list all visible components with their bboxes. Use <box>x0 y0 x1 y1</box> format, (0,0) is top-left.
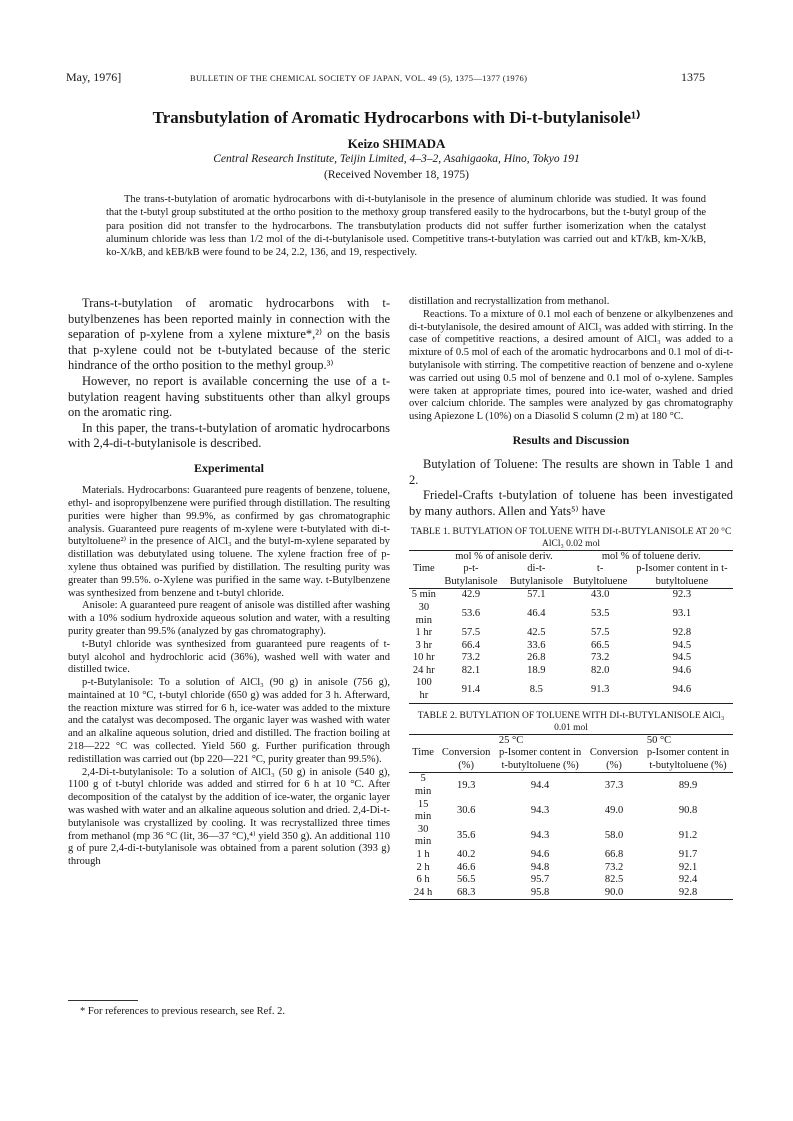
table1-group-anisole: mol % of anisole deriv. <box>455 550 553 562</box>
table2-cell: 90.8 <box>678 804 698 816</box>
table1-row <box>409 640 733 653</box>
table1-cell: 73.2 <box>461 652 481 664</box>
table1-cell: 53.5 <box>590 608 610 620</box>
table1-caption: TABLE 1. BUTYLATION OF TOLUENE WITH DI-t-BUTYLANISOLE AT 20 °C AlCl₃ 0.02 mol <box>410 526 732 549</box>
table2-cell: 19.3 <box>456 779 476 791</box>
table2-cell: 94.4 <box>530 779 550 791</box>
table2-cell: 66.8 <box>604 849 624 861</box>
table1-cell: 42.9 <box>461 589 481 601</box>
table1-cell: 94.6 <box>672 683 692 695</box>
continued-paragraph: distillation and recrystallization from methanol. <box>409 296 610 307</box>
table1-cell: 92.3 <box>672 589 692 601</box>
affiliation: Central Research Institute, Teijin Limited, 4–3–2, Asahigaoka, Hino, Tokyo 191 <box>213 153 580 165</box>
materials-paragraph: Materials. Hydrocarbons: Guaranteed pure reagents of benzene, toluene, ethyl- and isopropylbenzene were purified through distillation. The resulting purities were higher than 99.9%, as confirmed by gas chromatographic analysis. Guaranteed pure reagents of m-xylene were t-butylated with di-t-butyltoluene²⁾ in the presence of AlCl₃ and the butyl-m-xylene separated by distillation was debutylated using toluene. The xylene fraction free of p-xylene thus obtained was purified by distillation. The resulting purity was greater than 99.5%. o-Xylene was purified in the same way. t-Butylbenzene was synthesized from benzene and t-butyl chloride. <box>68 485 390 599</box>
table2-cell: 30.6 <box>456 804 476 816</box>
results-paragraph-2: Friedel-Crafts t-butylation of toluene has been investigated by many authors. Allen and Yats⁵⁾ have <box>409 488 733 518</box>
table1-cell: 30 min <box>415 601 432 626</box>
table2-row <box>409 887 733 900</box>
table1-cell: 94.5 <box>672 639 692 651</box>
table2-cell: 2 h <box>416 861 430 873</box>
table1-header: p-Isomer content in t-butyltoluene <box>636 563 728 587</box>
footnote: * For references to previous research, see Ref. 2. <box>80 1006 285 1017</box>
table2-cell: 90.0 <box>604 886 624 898</box>
table2-cell: 5 min <box>414 773 432 798</box>
intro-paragraph-3: In this paper, the trans-t-butylation of aromatic hydrocarbons with 2,4-di-t-butylanisole is described. <box>68 420 390 451</box>
table2-cell: 46.6 <box>456 861 476 873</box>
received-date: (Received November 18, 1975) <box>324 169 469 181</box>
table1-cell: 8.5 <box>529 683 543 695</box>
table1-row <box>409 665 733 678</box>
table1-cell: 24 hr <box>412 664 435 676</box>
table2-cell: 49.0 <box>604 804 624 816</box>
table2-header: Conversion (%) <box>589 747 639 771</box>
table2-row <box>409 799 733 824</box>
table2-cell: 94.6 <box>530 849 550 861</box>
table2-cell: 94.3 <box>530 804 550 816</box>
running-header-date: May, 1976] <box>66 70 122 84</box>
table2-header: p-Isomer content in t-butyltoluene (%) <box>498 747 582 771</box>
table2-header: p-Isomer content in t-butyltoluene (%) <box>646 747 730 771</box>
table2-row <box>409 874 733 887</box>
table1-cell: 3 hr <box>415 639 433 651</box>
table1-cell: 82.1 <box>461 664 481 676</box>
table2-header: Conversion (%) <box>441 747 491 771</box>
table1-cell: 93.1 <box>672 608 692 620</box>
table1-cell: 57.1 <box>527 589 546 601</box>
table2-cell: 35.6 <box>456 830 476 842</box>
table2-cell: 89.9 <box>678 779 698 791</box>
table1-row <box>409 627 733 640</box>
table1-header: di-t-Butylanisole <box>509 563 563 587</box>
table1-cell: 26.8 <box>527 652 546 664</box>
table2-cell: 56.5 <box>456 874 476 886</box>
intro-paragraph-1: Trans-t-butylation of aromatic hydrocarbons with t-butylbenzenes has been reported mainly in connection with the separation of p-xylene from a xylene mixture*,²⁾ on the basis that p-xylene could not be t-butylated because of the steric hindrance of the ortho position to the methyl group.³⁾ <box>68 296 390 373</box>
table1-cell: 57.5 <box>461 627 481 639</box>
table1-cell: 66.4 <box>461 639 481 651</box>
table2-cell: 92.1 <box>678 861 698 873</box>
author: Keizo SHIMADA <box>347 136 446 151</box>
anisole-paragraph: Anisole: A guaranteed pure reagent of anisole was distilled after washing with a 10% sodium hydroxide aqueous solution and water, with a resulting purity greater than 99.5% (analyzed by gas chromatography). <box>68 600 390 637</box>
table2-cell: 95.8 <box>530 886 550 898</box>
footnote-rule <box>68 1000 138 1001</box>
table1-cell: 66.5 <box>590 639 610 651</box>
table2-cell: 94.8 <box>530 861 550 873</box>
section-heading-experimental: Experimental <box>194 460 264 475</box>
table1 <box>409 550 733 704</box>
table1-header: t-Butyltoluene <box>573 563 628 587</box>
table1-cell: 94.5 <box>672 652 692 664</box>
table2-row <box>409 862 733 875</box>
table2-cell: 15 min <box>414 798 432 823</box>
table1-cell: 42.5 <box>527 627 546 639</box>
table2-cell: 95.7 <box>530 874 550 886</box>
table2-cell: 1 h <box>416 849 430 861</box>
table2-cell: 30 min <box>414 823 432 848</box>
table1-cell: 91.4 <box>461 683 481 695</box>
table1-cell: 92.8 <box>672 627 692 639</box>
table1-body <box>409 589 733 703</box>
table1-group-toluene: mol % of toluene deriv. <box>601 550 701 562</box>
di-t-butylanisole-paragraph: 2,4-Di-t-butylanisole: To a solution of AlCl₃ (50 g) in anisole (540 g), 1100 g of t-butyl chloride was added and stirred for 6 h at 10 °C. After decomposition of the catalyst by the addition of ice-water, the organic layer was washed with water and an alkaline aqueous solution and dried. 2,4-Di-t-butylanisole was crystallized by cooling. It was recrystallized three times from methanol (mp 36 °C (lit, 36—37 °C),⁴⁾ yield 350 g). An additional 110 g of pure 2,4-di-t-butylanisole was obtained from a parent solution (393 g) through <box>68 766 390 868</box>
table1-row <box>409 652 733 665</box>
table2-cell: 82.5 <box>604 874 624 886</box>
table2-cell: 94.3 <box>530 830 550 842</box>
left-column <box>68 296 390 869</box>
section-heading-results: Results and Discussion <box>512 432 630 447</box>
results-paragraph-1: Butylation of Toluene: The results are shown in Table 1 and 2. <box>409 457 733 487</box>
table1-header: p-t-Butylanisole <box>444 563 498 587</box>
table2-row <box>409 773 733 799</box>
table2-header-time: Time <box>412 747 434 759</box>
table1-row <box>409 602 733 627</box>
table1-cell: 46.4 <box>527 608 546 620</box>
table2-cell: 6 h <box>416 874 430 886</box>
table2-cell: 92.8 <box>678 886 698 898</box>
table2-cell: 91.2 <box>678 830 698 842</box>
table2 <box>409 734 733 901</box>
table1-cell: 5 min <box>411 589 436 601</box>
intro-paragraph-2: However, no report is available concerning the use of a t-butylation reagent having substituents other than alkyl groups on the aromatic ring. <box>68 373 390 420</box>
butyl-chloride-paragraph: t-Butyl chloride was synthesized from guaranteed pure reagents of t-butyl alcohol and hydrochloric acid (36%), washed well with water and distilled twice. <box>68 638 390 676</box>
table2-body <box>409 773 733 900</box>
table1-row <box>409 589 733 602</box>
table1-cell: 57.5 <box>590 627 610 639</box>
table2-group-25c: 25 °C <box>498 734 524 746</box>
table1-cell: 73.2 <box>590 652 610 664</box>
table1-cell: 1 hr <box>415 627 433 639</box>
p-t-butylanisole-paragraph: p-t-Butylanisole: To a solution of AlCl₃ (90 g) in anisole (756 g), maintained at 10 °C, t-butyl chloride (650 g) was added for 3 h. Afterward, the reaction mixture was stirred for 6 h, ice-water was added to the mixture and the catalyst was decomposed. The organic layer was washed with water and an alkaline aqueous solution, dried and distilled. The fraction boiling at 218—222 °C was collected. Yield 560 g. Further purification through redistillation was carried out (bp 220—221 °C, purity greater than 99.5%). <box>68 677 390 765</box>
table2-cell: 92.4 <box>678 874 698 886</box>
abstract: The trans-t-butylation of aromatic hydrocarbons with di-t-butylanisole in the presence of aluminum chloride was studied. It was found that the t-butyl group substituted at the ortho position to the methoxy group transfered easily to the hydrocarbons, but the t-butyl group of the para position did not transfer to the hydrocarbons. The transbutylation products did not suffer further isomerization when the catalyst aluminum chloride was less than 1/2 mol of the di-t-butylanisole used. Competitive trans-t-butylation was carried out and kT/kB, km-X/kB, ko-X/kB, and kEB/kB were found to be 24, 2.2, 136, and 19, respectively. <box>106 194 706 259</box>
table1-cell: 94.6 <box>672 664 692 676</box>
reactions-paragraph: Reactions. To a mixture of 0.1 mol each of benzene or alkylbenzenes and di-t-butylanisole, the desired amount of AlCl₃ was added with stirring. In the case of competitive reactions, a desired amount of AlCl₃ was added to a mixture of 0.5 mol of each of the aromatic hydrocarbons and 0.1 mol of di-t-butylanisole with stirring. The competitive reaction of benzene and o-xylene was carried out using 0.5 mol of benzene and 0.1 mol of o-xylene. Samples were taken at appropriate times, poured into ice-water, washed and dried over calcium chloride. The samples were analyzed by gas chromatography using Apiezone L (10%) on a Diasolid S column (2 m) at 180 °C. <box>409 308 733 423</box>
table2-row <box>409 824 733 849</box>
table2-cell: 24 h <box>413 886 433 898</box>
paper-title: Transbutylation of Aromatic Hydrocarbons with Di-t-butylanisole¹⁾ <box>152 108 641 127</box>
running-header-journal: BULLETIN OF THE CHEMICAL SOCIETY OF JAPAN, VOL. 49 (5), 1375—1377 (1976) <box>190 73 528 83</box>
table1-cell: 91.3 <box>590 683 610 695</box>
table2-cell: 58.0 <box>604 830 624 842</box>
table1-row <box>409 677 733 703</box>
table1-cell: 100 hr <box>415 677 432 702</box>
table2-cell: 40.2 <box>456 849 476 861</box>
table1-cell: 33.6 <box>527 639 546 651</box>
table2-caption: TABLE 2. BUTYLATION OF TOLUENE WITH DI-t-BUTYLANISOLE AlCl₃ 0.01 mol <box>417 710 725 733</box>
table1-cell: 82.0 <box>590 664 610 676</box>
page-number: 1375 <box>681 70 705 84</box>
right-column <box>409 296 733 900</box>
table1-cell: 10 hr <box>412 652 435 664</box>
table1-cell: 43.0 <box>590 589 610 601</box>
table2-cell: 91.7 <box>678 849 698 861</box>
table2-row <box>409 849 733 862</box>
table2-cell: 37.3 <box>604 779 624 791</box>
table1-cell: 53.6 <box>461 608 481 620</box>
table1-cell: 18.9 <box>527 664 546 676</box>
table2-cell: 68.3 <box>456 886 476 898</box>
table2-cell: 73.2 <box>604 861 624 873</box>
table2-group-50c: 50 °C <box>646 734 672 746</box>
table1-header-time: Time <box>412 563 435 575</box>
